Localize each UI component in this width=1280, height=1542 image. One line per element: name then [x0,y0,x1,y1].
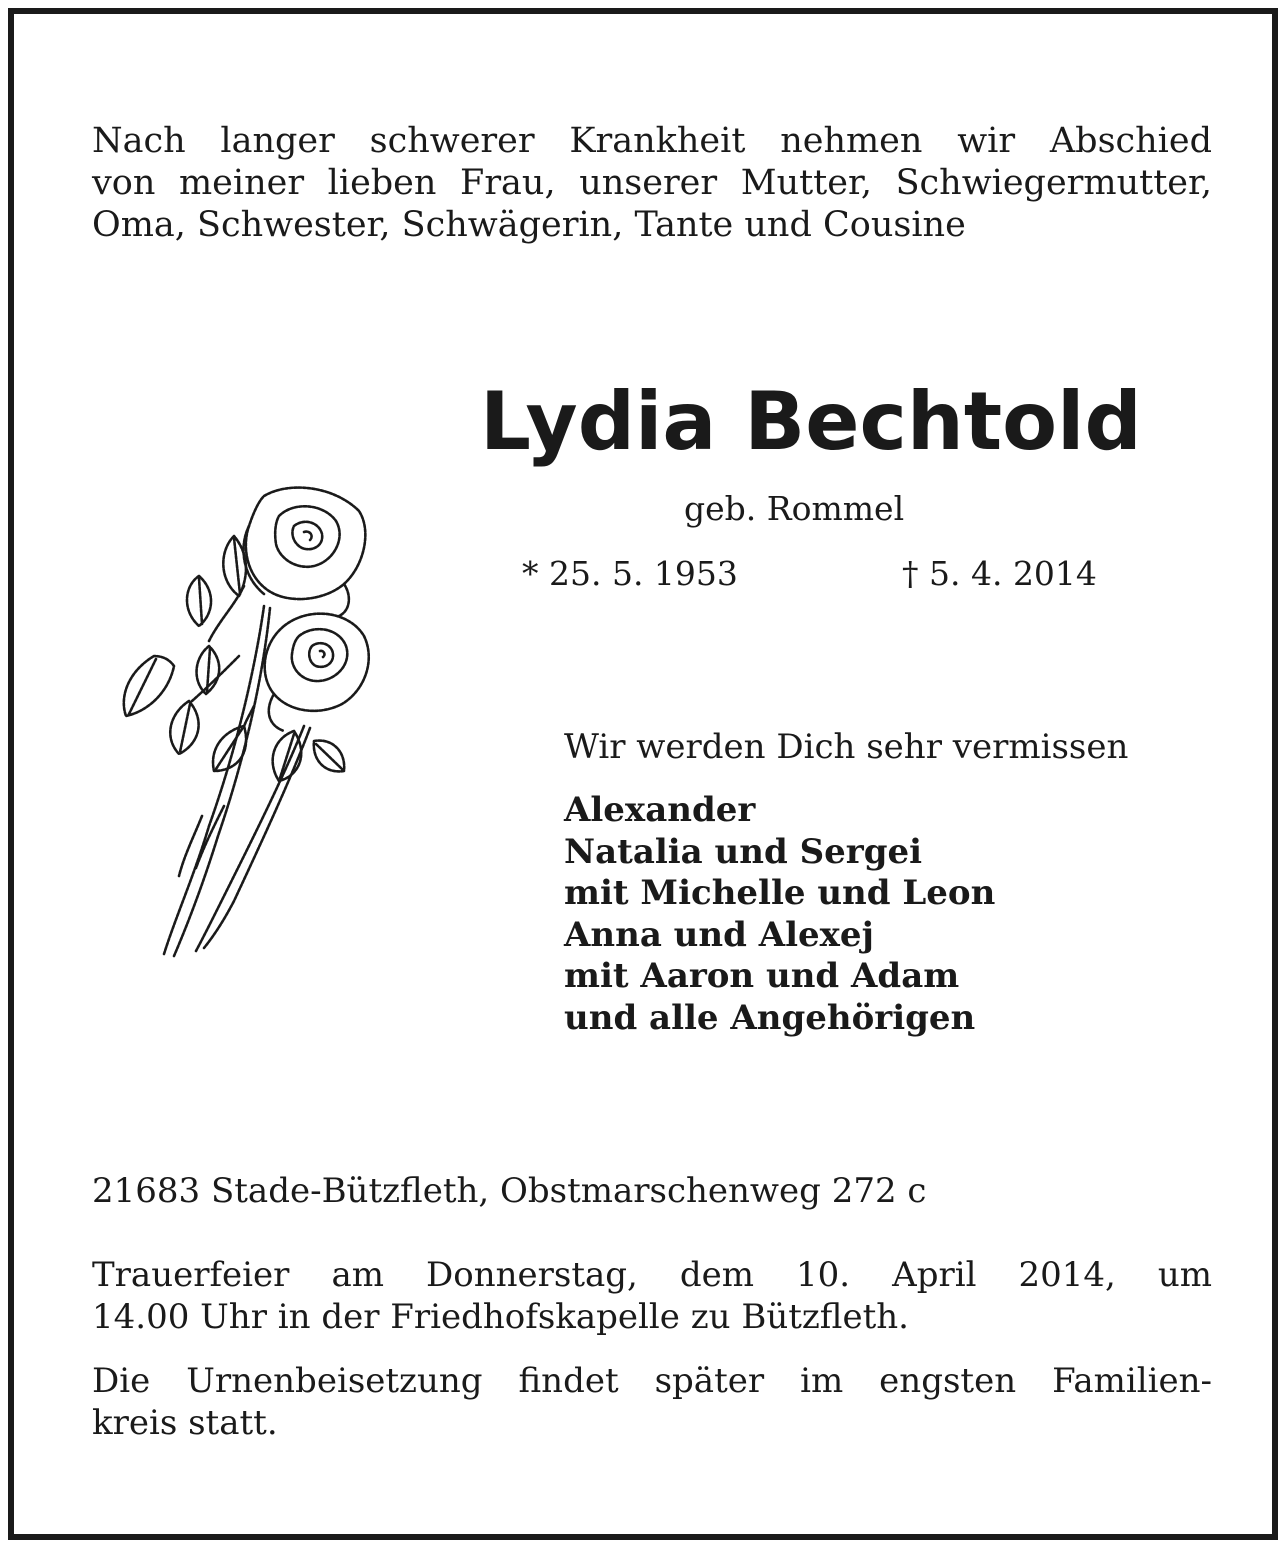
birth-date: * 25. 5. 1953 [522,554,738,593]
intro-line-3: Oma, Schwester, Schwägerin, Tante und Cousine [92,205,966,245]
maiden-name: geb. Rommel [684,489,905,528]
mourner-name: und alle Angehörigen [564,997,976,1038]
urn-line-2: kreis statt. [92,1403,278,1443]
urn-line-1: Die Urnenbeisetzung findet später im engsten Familien- [92,1361,1212,1401]
mourner-name: Natalia und Sergei [564,831,923,872]
intro-text [92,120,1212,246]
death-date: † 5. 4. 2014 [902,554,1097,593]
obituary-notice [8,8,1278,1540]
rose-icon [114,476,384,966]
farewell-line: Wir werden Dich sehr vermissen [564,727,1129,767]
funeral-line-2: 14.00 Uhr in der Friedhofskapelle zu Bützfleth. [92,1297,909,1337]
mourners-list [564,790,995,1039]
intro-line-2: von meiner lieben Frau, unserer Mutter, Schwiegermutter, [92,163,1212,203]
intro-line-1: Nach langer schwerer Krankheit nehmen wir Abschied [92,121,1212,161]
mourner-name: Alexander [564,790,756,830]
mourner-name: Anna und Alexej [564,914,874,955]
urn-info [92,1360,1212,1444]
mourner-name: mit Aaron und Adam [564,956,960,996]
mourner-name: mit Michelle und Leon [564,873,996,913]
funeral-info [92,1254,1212,1338]
funeral-line-1: Trauerfeier am Donnerstag, dem 10. April 2014, um [92,1255,1212,1295]
deceased-name: Lydia Bechtold [480,375,1142,468]
address: 21683 Stade-Bützfleth, Obstmarschenweg 272 c [92,1171,927,1211]
